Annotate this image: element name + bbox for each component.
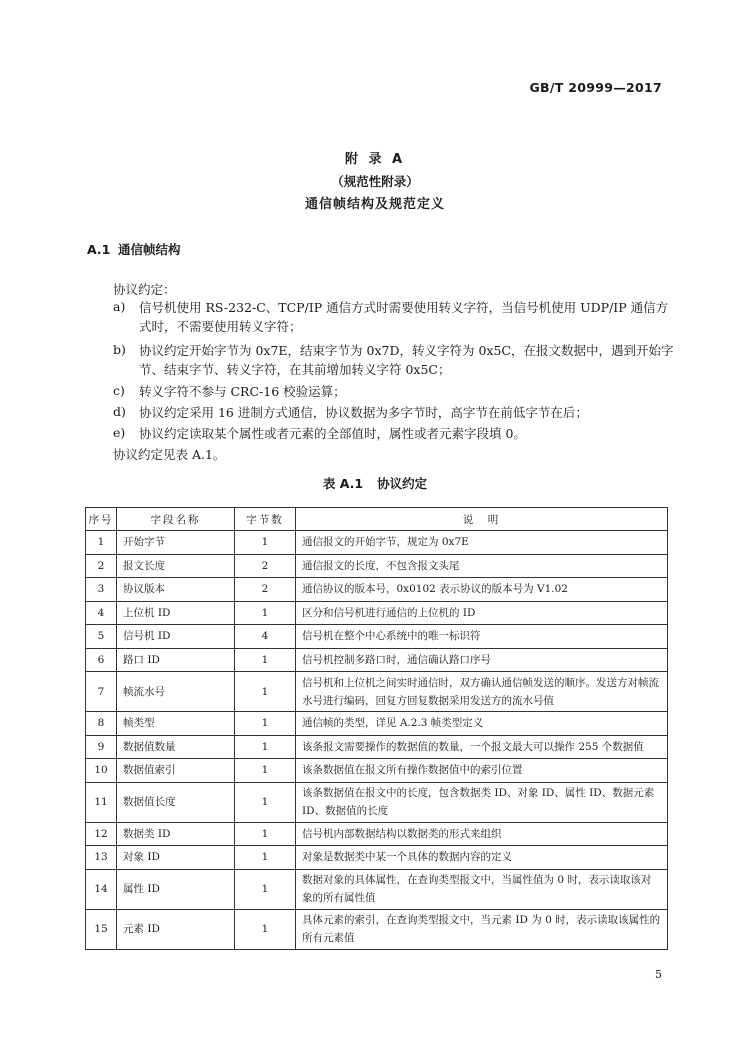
cell-description: 信号机和上位机之间实时通信时，双方确认通信帧发送的顺序。发送方对帧流水号进行编码，回复方回复数据采用发送方的流水号值 xyxy=(296,672,668,712)
cell-description: 数据对象的具体属性，在查询类型报文中，当属性值为 0 时，表示读取该对象的所有属性值 xyxy=(296,869,668,909)
cell-index: 6 xyxy=(86,648,117,672)
table-row xyxy=(86,782,668,822)
cell-description: 该条报文需要操作的数据值的数量，一个报文最大可以操作 255 个数据值 xyxy=(296,735,668,759)
cell-bytes: 1 xyxy=(235,735,296,759)
cell-field-name: 帧类型 xyxy=(117,712,235,736)
section-number: A.1 xyxy=(87,242,111,257)
table-row xyxy=(86,759,668,783)
annex-title: 附 录 A xyxy=(344,152,406,167)
table-number: 表 A.1 xyxy=(322,476,364,491)
cell-bytes: 1 xyxy=(235,909,296,949)
cell-bytes: 1 xyxy=(235,712,296,736)
section-heading xyxy=(87,240,181,258)
item-label-c: c) xyxy=(113,383,125,398)
cell-index: 7 xyxy=(86,672,117,712)
item-label-b: b) xyxy=(113,342,126,357)
cell-description: 通信协议的版本号，0x0102 表示协议的版本号为 V1.02 xyxy=(296,578,668,602)
table-row xyxy=(86,648,668,672)
col-header-description: 说 明 xyxy=(296,508,668,531)
protocol-table xyxy=(85,507,668,950)
table-row xyxy=(86,909,668,949)
cell-field-name: 帧流水号 xyxy=(117,672,235,712)
col-header-index: 序号 xyxy=(86,508,117,531)
cell-bytes: 1 xyxy=(235,869,296,909)
item-d-line-1: 协议约定采用 16 进制方式通信，协议数据为多字节时，高字节在前低字节在后； xyxy=(139,405,588,420)
cell-field-name: 报文长度 xyxy=(117,554,235,578)
cell-index: 10 xyxy=(86,759,117,783)
cell-bytes: 1 xyxy=(235,601,296,625)
cell-field-name: 数据值长度 xyxy=(117,782,235,822)
col-header-field-name: 字段名称 xyxy=(117,508,235,531)
cell-field-name: 属性 ID xyxy=(117,869,235,909)
cell-description: 信号机控制多路口时，通信确认路口序号 xyxy=(296,648,668,672)
annex-name: 通信帧结构及规范定义 xyxy=(304,197,445,212)
cell-description: 该条数据值在报文所有操作数据值中的索引位置 xyxy=(296,759,668,783)
cell-index: 4 xyxy=(86,601,117,625)
cell-description: 该条数据值在报文中的长度，包含数据类 ID、对象 ID、属性 ID、数据元素 ID、数据值的长度 xyxy=(296,782,668,822)
item-a-line-2: 式时，不需要使用转义字符； xyxy=(139,319,302,334)
item-a-line-1: 信号机使用 RS-232-C、TCP/IP 通信方式时需要使用转义字符，当信号机使用 UDP/IP 通信方 xyxy=(139,300,669,315)
cell-field-name: 上位机 ID xyxy=(117,601,235,625)
cell-description: 具体元素的索引，在查询类型报文中，当元素 ID 为 0 时，表示读取该属性的所有元素值 xyxy=(296,909,668,949)
cell-bytes: 1 xyxy=(235,846,296,870)
table-caption xyxy=(0,474,750,492)
outro-text: 协议约定见表 A.1。 xyxy=(113,447,226,462)
table-header-row xyxy=(86,508,668,531)
cell-index: 15 xyxy=(86,909,117,949)
cell-index: 14 xyxy=(86,869,117,909)
cell-bytes: 1 xyxy=(235,759,296,783)
table-row xyxy=(86,625,668,649)
table-title: 协议约定 xyxy=(377,476,428,491)
col-header-bytes: 字节数 xyxy=(235,508,296,531)
item-e-line-1: 协议约定读取某个属性或者元素的全部值时，属性或者元素字段填 0。 xyxy=(139,426,526,441)
cell-bytes: 2 xyxy=(235,578,296,602)
cell-field-name: 数据值数量 xyxy=(117,735,235,759)
table-row xyxy=(86,822,668,846)
cell-index: 1 xyxy=(86,531,117,555)
section-title: 通信帧结构 xyxy=(118,242,181,257)
cell-description: 通信帧的类型，详见 A.2.3 帧类型定义 xyxy=(296,712,668,736)
cell-bytes: 1 xyxy=(235,648,296,672)
cell-index: 11 xyxy=(86,782,117,822)
cell-field-name: 对象 ID xyxy=(117,846,235,870)
cell-description: 通信报文的开始字节，规定为 0x7E xyxy=(296,531,668,555)
cell-field-name: 路口 ID xyxy=(117,648,235,672)
cell-field-name: 数据值索引 xyxy=(117,759,235,783)
cell-description: 对象是数据类中某一个具体的数据内容的定义 xyxy=(296,846,668,870)
item-label-a: a) xyxy=(113,299,126,314)
cell-index: 2 xyxy=(86,554,117,578)
cell-index: 9 xyxy=(86,735,117,759)
cell-bytes: 2 xyxy=(235,554,296,578)
annex-type: （规范性附录） xyxy=(331,174,419,189)
table-row xyxy=(86,578,668,602)
table-row xyxy=(86,735,668,759)
cell-field-name: 信号机 ID xyxy=(117,625,235,649)
item-b-line-1: 协议约定开始字节为 0x7E，结束字节为 0x7D，转义字符为 0x5C，在报文数据中，遇到开始字 xyxy=(139,343,674,358)
cell-index: 3 xyxy=(86,578,117,602)
table-row xyxy=(86,869,668,909)
cell-bytes: 1 xyxy=(235,782,296,822)
cell-field-name: 开始字节 xyxy=(117,531,235,555)
cell-bytes: 4 xyxy=(235,625,296,649)
cell-description: 信号机内部数据结构以数据类的形式来组织 xyxy=(296,822,668,846)
cell-description: 信号机在整个中心系统中的唯一标识符 xyxy=(296,625,668,649)
cell-index: 13 xyxy=(86,846,117,870)
item-label-d: d) xyxy=(113,404,126,419)
intro-text: 协议约定： xyxy=(113,282,176,297)
cell-bytes: 1 xyxy=(235,822,296,846)
table-row xyxy=(86,712,668,736)
cell-field-name: 元素 ID xyxy=(117,909,235,949)
cell-index: 12 xyxy=(86,822,117,846)
page-number: 5 xyxy=(655,968,662,981)
item-c-line-1: 转义字符不参与 CRC-16 校验运算； xyxy=(139,384,346,399)
table-row xyxy=(86,601,668,625)
table-row xyxy=(86,672,668,712)
standard-number: GB/T 20999—2017 xyxy=(529,80,662,95)
cell-bytes: 1 xyxy=(235,672,296,712)
table-row xyxy=(86,846,668,870)
cell-field-name: 协议版本 xyxy=(117,578,235,602)
cell-index: 8 xyxy=(86,712,117,736)
cell-field-name: 数据类 ID xyxy=(117,822,235,846)
table-row xyxy=(86,531,668,555)
cell-description: 通信报文的长度，不包含报文头尾 xyxy=(296,554,668,578)
cell-index: 5 xyxy=(86,625,117,649)
item-b-line-2: 节、结束字节、转义字符，在其前增加转义字符 0x5C； xyxy=(139,362,451,377)
table-row xyxy=(86,554,668,578)
cell-bytes: 1 xyxy=(235,531,296,555)
item-label-e: e) xyxy=(113,425,126,440)
cell-description: 区分和信号机进行通信的上位机的 ID xyxy=(296,601,668,625)
